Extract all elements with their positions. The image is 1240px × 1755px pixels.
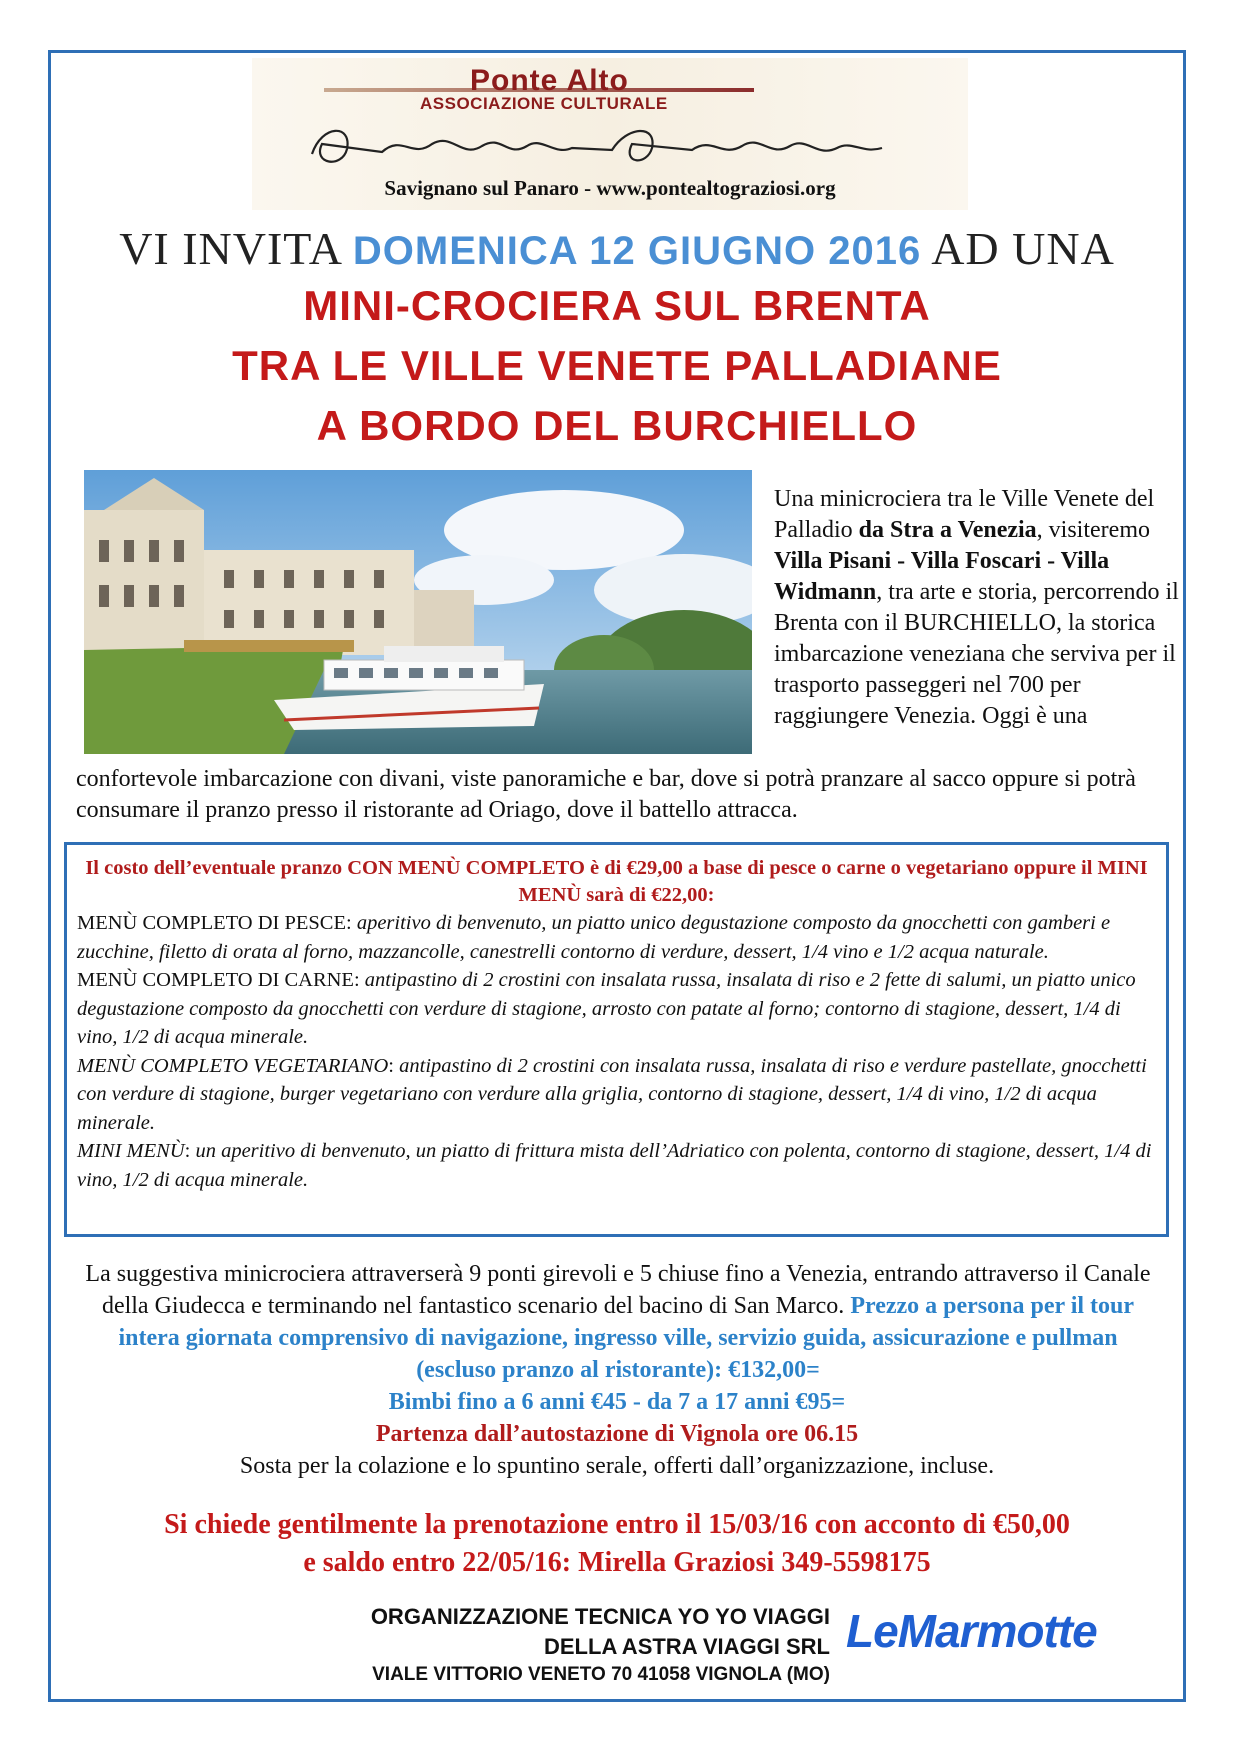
tour-details xyxy=(80,1258,1156,1386)
organizer-address: VIALE VITTORIO VENETO 70 41058 VIGNOLA (MO) xyxy=(372,1664,830,1685)
intro-villas: Villa Pisani - Villa Foscari - Villa Widmann xyxy=(774,548,1110,605)
menu-fish-text: aperitivo di benvenuto, un piatto unico degustazione composto da gnocchetti con gamberi e zucchine, filetto di orata al forno, mazzancolle, canestrelli contorno di verdure, dessert, 1/4 vino e 1/2 acqua naturale. xyxy=(77,912,1111,963)
headline-prefix: VI INVITA xyxy=(119,223,353,274)
menu-mini xyxy=(77,1137,1156,1194)
title-line-1: MINI-CROCIERA SUL BRENTA xyxy=(303,282,931,329)
tour-price: Prezzo a persona per il tour intera giornata comprensivo di navigazione, ingresso ville, servizio guida, assicurazione e pullman (escluso pranzo al ristorante): €132,00= xyxy=(118,1293,1135,1383)
logo-subtitle: ASSOCIAZIONE CULTURALE xyxy=(420,94,668,113)
menu-meat-text: antipastino di 2 crostini con insalata russa, insalata di riso e 2 fette di salumi, un piatto unico degustazione composto da gnocchetti con verdure di stagione, arrosto con patate al forno; contorno di stagione, dessert, 1/4 di vino, 1/2 di acqua minerale. xyxy=(77,969,1136,1048)
title-line-3: A BORDO DEL BURCHIELLO xyxy=(316,402,918,449)
menu-mini-label: MINI MENÙ xyxy=(77,1140,185,1162)
menu-meat-sep: : xyxy=(353,969,365,991)
menu-mini-sep: : xyxy=(184,1140,196,1162)
booking-line-2: e saldo entro 22/05/16: Mirella Graziosi 349-5598175 xyxy=(303,1547,931,1578)
intro-paragraph xyxy=(774,484,1186,732)
menu-veg-label: MENÙ COMPLETO VEGETARIANO xyxy=(77,1054,389,1077)
menu-meat-label: MENÙ COMPLETO DI CARNE xyxy=(77,969,354,991)
breakfast-info: Sosta per la colazione e lo spuntino serale, offerti dall’organizzazione, incluse. xyxy=(239,1453,995,1479)
intro-continuation: confortevole imbarcazione con divani, viste panoramiche e bar, dove si potrà pranzare al sacco oppure si potrà consumare il pranzo presso il ristorante ad Oriago, dove il battello attracca. xyxy=(76,766,1136,823)
lemarmotte-logo: LeMarmotte xyxy=(846,1605,1097,1657)
organizer-line-2: DELLA ASTRA VIAGGI SRL xyxy=(544,1634,830,1659)
departure-info: Partenza dall’autostazione di Vignola ore 06.15 xyxy=(375,1421,859,1447)
booking-line-1: Si chiede gentilmente la prenotazione entro il 15/03/16 con acconto di €50,00 xyxy=(164,1509,1070,1540)
menu-veg xyxy=(77,1052,1156,1138)
booking-info xyxy=(48,1506,1186,1582)
menu-fish-label: MENÙ COMPLETO DI PESCE xyxy=(77,912,346,934)
burchiello-photo xyxy=(84,470,752,754)
intro-text-3: , tra arte e storia, percorrendo il Brenta con il BURCHIELLO, la storica imbarcazione veneziana che serviva per il trasporto passeggeri nel 700 per raggiungere Venezia. Oggi è una xyxy=(774,579,1179,729)
intro-route: da Stra a Venezia xyxy=(858,517,1037,543)
intro-text-2: , visiteremo xyxy=(1036,517,1150,543)
event-date: DOMENICA 12 GIUGNO 2016 xyxy=(352,229,922,273)
association-logo xyxy=(252,58,968,210)
menu-price-header: Il costo dell’eventuale pranzo CON MENÙ COMPLETO è di €29,00 a base di pesce o carne o vegetariano oppure il MINI MENÙ sarà di €22,00: xyxy=(85,857,1148,906)
logo-caption: Savignano sul Panaro - www.pontealtograziosi.org xyxy=(384,176,836,200)
intro-text-1: Una minicrociera tra le Ville Venete del Palladio xyxy=(774,486,1155,543)
menu-fish xyxy=(77,909,1156,966)
headline xyxy=(48,222,1186,275)
kids-price: Bimbi fino a 6 anni €45 - da 7 a 17 anni €95= xyxy=(388,1389,846,1415)
headline-suffix: AD UNA xyxy=(921,223,1115,274)
menu-veg-sep: : xyxy=(388,1054,400,1077)
organizer-line-1: ORGANIZZAZIONE TECNICA YO YO VIAGGI xyxy=(370,1604,830,1629)
tour-description: La suggestiva minicrociera attraverserà 9 ponti girevoli e 5 chiuse fino a Venezia, entrando attraverso il Canale della Giudecca e terminando nel fantastico scenario del bacino di San Marco. xyxy=(85,1261,1151,1319)
logo-title: Ponte Alto xyxy=(470,64,629,97)
menu-fish-sep: : xyxy=(346,912,357,934)
menu-mini-text: un aperitivo di benvenuto, un piatto di frittura mista dell’Adriatico con polenta, contorno di stagione, dessert, 1/4 di vino, 1/2 di acqua minerale. xyxy=(77,1140,1152,1191)
signature-graphic xyxy=(292,114,932,174)
menu-box xyxy=(64,842,1169,1237)
menu-veg-text: antipastino di 2 crostini con insalata russa, insalata di riso e verdure pastellate, gnocchetti con verdure di stagione, burger vegetariano con verdure alla griglia, contorno di stagione, dessert, 1/4 di vino, 1/2 di acqua minerale. xyxy=(77,1054,1147,1134)
title-line-2: TRA LE VILLE VENETE PALLADIANE xyxy=(232,342,1002,389)
menu-meat xyxy=(77,966,1156,1052)
